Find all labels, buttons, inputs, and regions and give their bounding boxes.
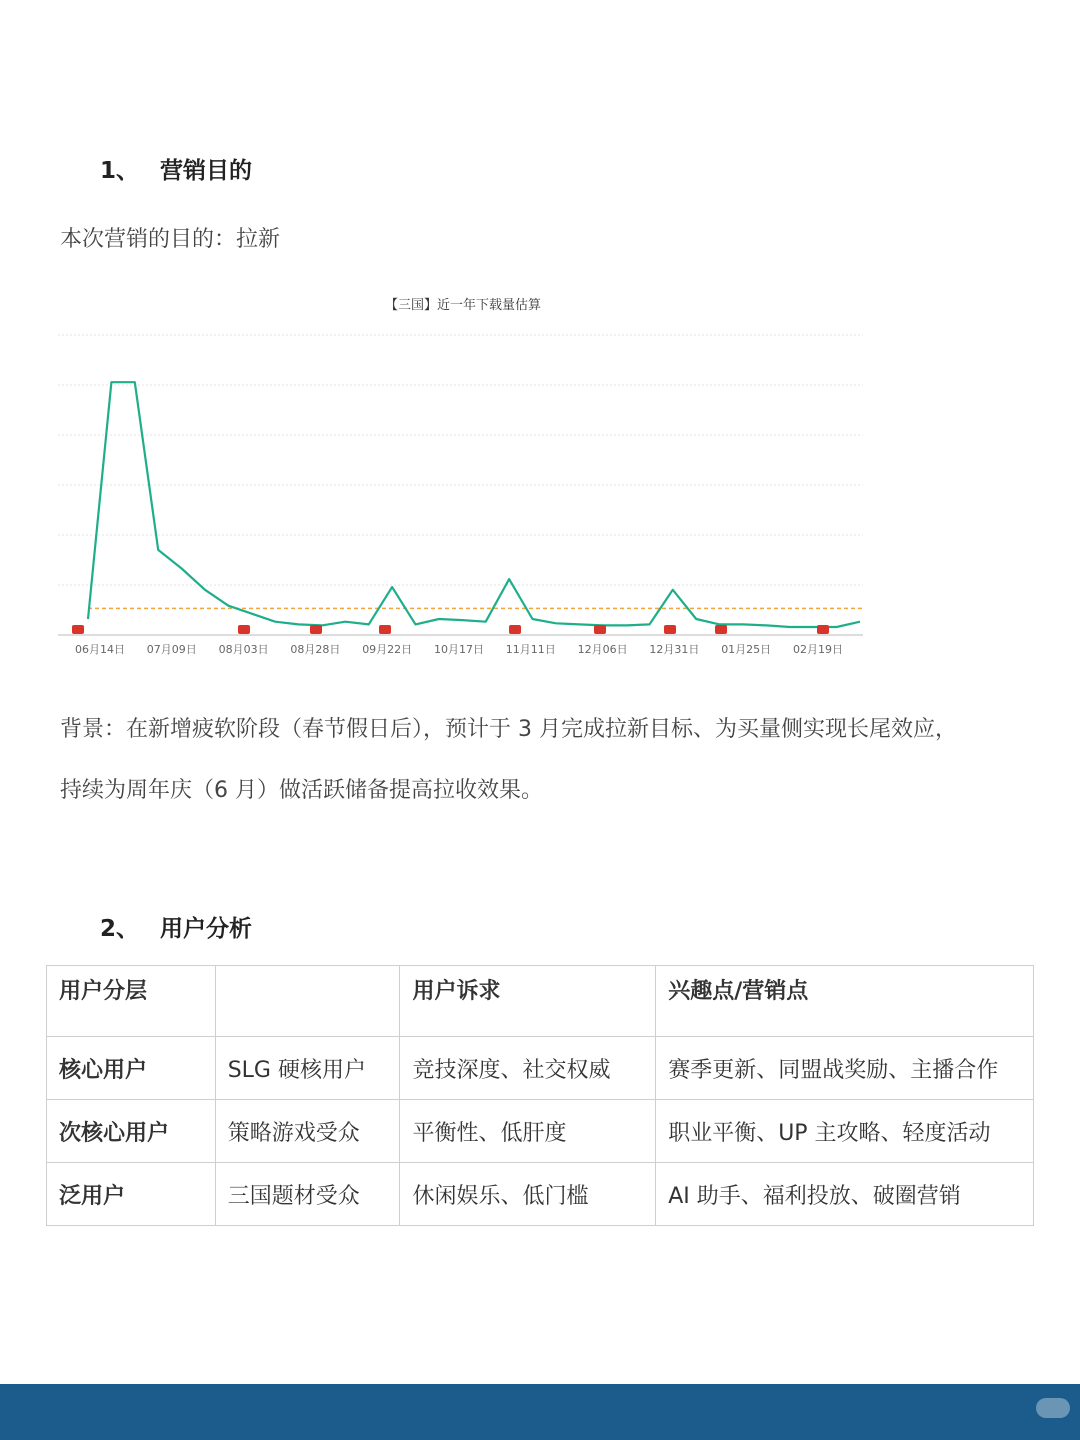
x-tick-label: 10月17日 [434,643,484,656]
table-row [47,1163,1034,1226]
table-cell: 核心用户 [47,1037,216,1100]
table-cell: 策略游戏受众 [215,1100,400,1163]
x-tick-label: 09月22日 [362,643,413,656]
event-marker [379,625,391,634]
x-tick-label: 06月14日 [75,643,125,656]
watermark-badge [1036,1398,1070,1418]
event-marker [817,625,829,634]
user-analysis-table [46,965,1034,1226]
section-title: 用户分析 [160,916,252,942]
chart-title: 【三国】近一年下载量估算 [384,298,542,313]
table-cell: SLG 硬核用户 [215,1037,400,1100]
header-cell-user-layer: 用户分层 [47,966,216,1037]
x-tick-label: 08月28日 [290,643,341,656]
chart-grid [58,335,863,585]
table-cell: 职业平衡、UP 主攻略、轻度活动 [656,1100,1034,1163]
table-cell: 竞技深度、社交权威 [400,1037,656,1100]
x-tick-label: 11月11日 [505,643,556,656]
table-cell: AI 助手、福利投放、破圈营销 [656,1163,1034,1226]
table-cell: 平衡性、低肝度 [400,1100,656,1163]
section-heading-marketing-goal [100,152,252,185]
download-estimate-chart [58,285,868,665]
table-cell: 泛用户 [47,1163,216,1226]
x-tick-label: 08月03日 [218,643,269,656]
x-tick-labels [75,643,843,656]
event-marker [310,625,322,634]
event-marker [72,625,84,634]
section-heading-user-analysis [100,910,252,943]
x-tick-label: 12月06日 [577,643,628,656]
event-marker [715,625,727,634]
event-marker [664,625,676,634]
header-cell-blank [215,966,400,1037]
header-cell-interest-point: 兴趣点/营销点 [656,966,1034,1037]
table-header-row [47,966,1034,1037]
table-cell: 赛季更新、同盟战奖励、主播合作 [656,1037,1034,1100]
section-number: 1、 [100,158,140,184]
x-tick-label: 01月25日 [721,643,772,656]
footer-bar [0,1384,1080,1440]
x-tick-label: 02月19日 [793,643,843,656]
background-line-1: 背景：在新增疲软阶段（春节假日后），预计于 3 月完成拉新目标、为买量侧实现长尾效应， [60,717,957,742]
header-cell-user-demand: 用户诉求 [400,966,656,1037]
event-markers [72,625,829,634]
background-line-2: 持续为周年庆（6 月）做活跃储备提高拉收效果。 [60,778,543,803]
download-series-line [88,382,860,627]
table-row [47,1100,1034,1163]
table-cell: 次核心用户 [47,1100,216,1163]
section-number: 2、 [100,916,140,942]
x-tick-label: 07月09日 [146,643,197,656]
event-marker [238,625,250,634]
event-marker [594,625,606,634]
event-marker [509,625,521,634]
purpose-text: 本次营销的目的：拉新 [60,227,281,252]
table-cell: 休闲娱乐、低门槛 [400,1163,656,1226]
table-row [47,1037,1034,1100]
section-title: 营销目的 [160,158,252,184]
table-cell: 三国题材受众 [215,1163,400,1226]
x-tick-label: 12月31日 [649,643,700,656]
